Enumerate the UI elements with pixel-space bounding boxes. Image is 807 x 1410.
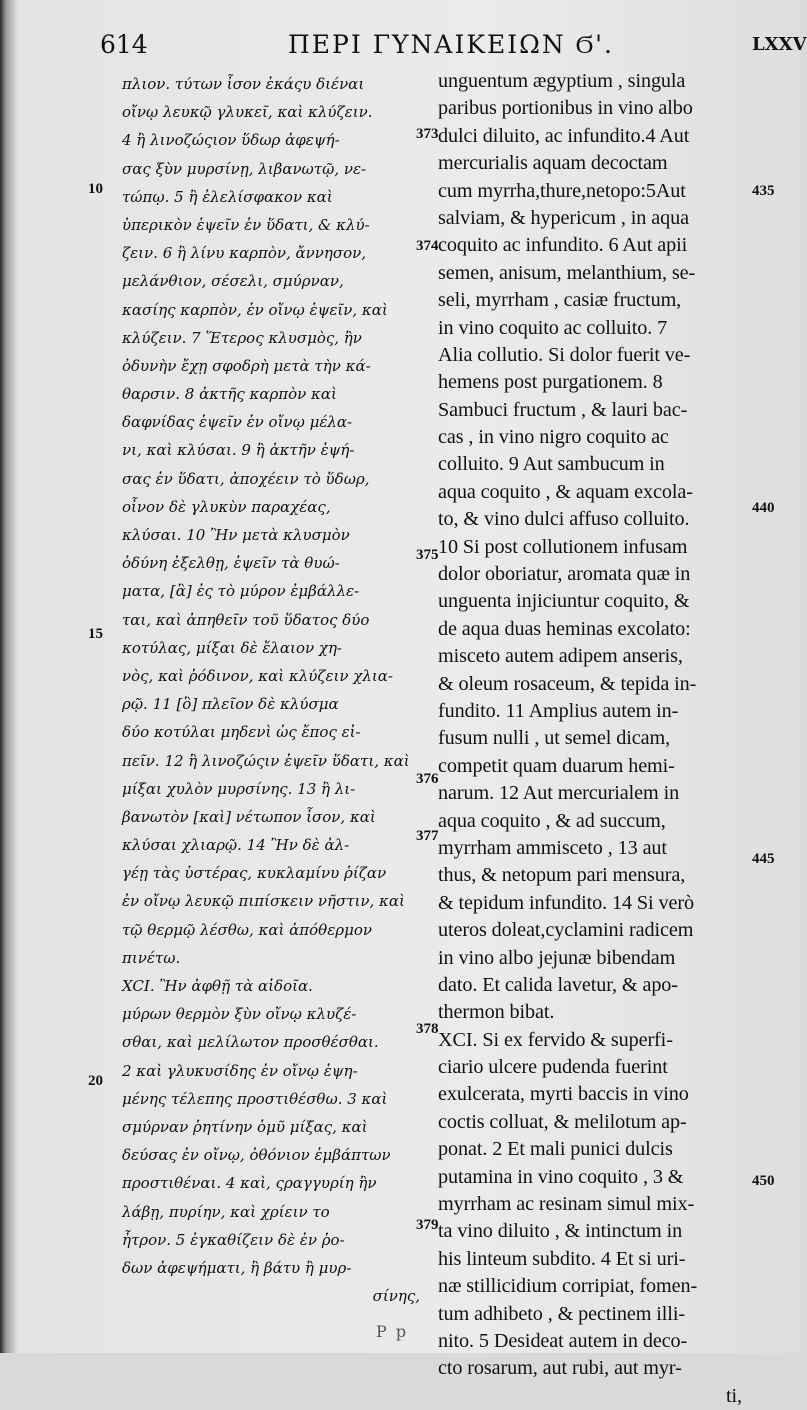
latin-text-line: Sambuci fructum , & lauri bac- (438, 398, 688, 421)
latin-text-line: nito. 5 Desideat autem in deco- (438, 1329, 688, 1352)
greek-text-line: ὀδύνη ἐξελθῃ, ἑψεῖν τὰ θυώ- (122, 554, 340, 573)
latin-text-line: thus, & netopum pari mensura, (438, 864, 686, 887)
latin-text-line: unguenta injiciuntur coquito, & (438, 590, 690, 613)
latin-text-line: fusum nulli , ut semel dicam, (438, 727, 671, 750)
latin-text-line: paribus portionibus in vino albo (438, 97, 693, 120)
latin-text-line: de aqua duas heminas excolato: (438, 617, 691, 640)
greek-text-line: σμύρναν ῥητίνην ὁμῦ μίξας, καὶ (122, 1117, 368, 1136)
latin-text-line: myrrham ammisceto , 13 aut (438, 836, 667, 859)
greek-text-line: βανωτὸν [καὶ] νέτωπον ἶσον, καὶ (122, 807, 376, 826)
greek-text-line: 2 καὶ γλυκυσίδης ἐν οἴνῳ ἑψη- (122, 1061, 358, 1080)
latin-text-column (438, 68, 750, 1410)
greek-text-line: κοτύλας, μίξαι δὲ ἔλαιον χη- (122, 638, 343, 657)
greek-text-line: προστιθέναι. 4 καὶ, ςραγγυρίη ἢν (122, 1174, 377, 1193)
greek-text-line: τώπῳ. 5 ἢ ἐλελίσφακον καὶ (122, 187, 333, 206)
greek-text-line: ται, καὶ ἀπηθεῖν τοῦ ὕδατος δύο (122, 610, 370, 629)
latin-text-line: unguentum ægyptium , singula (438, 70, 686, 92)
greek-text-line: ἐν οἴνῳ λευκῷ πιπίσκειν νῆστιν, καὶ (122, 892, 405, 911)
reference-number: 375 (416, 547, 439, 563)
greek-text-line: νὸς, καὶ ῥόδινον, καὶ κλύζειν χλια- (122, 666, 393, 685)
latin-text-line: cas , in vino nigro coquito ac (438, 426, 669, 449)
footer-signature: P p (376, 1322, 409, 1341)
signature-mark: LXXV (752, 34, 807, 55)
latin-text-line: thermon bibat. (438, 1001, 555, 1024)
latin-text-line: putamina in vino coquito , 3 & (438, 1165, 684, 1188)
reference-number-right: 440 (752, 500, 775, 516)
greek-text-line: μελάνθιον, σέσελι, σμύρναν, (122, 272, 344, 291)
latin-text-line: aqua coquito , & aquam excola- (438, 480, 693, 503)
latin-text-line: salviam, & hypericum , in aqua (438, 206, 689, 229)
greek-text-line: οἶνον δὲ γλυκὺν παραχέας, (122, 497, 331, 516)
latin-text-line: cum myrrha,thure,netopo:5Aut (438, 179, 686, 202)
greek-text-column (122, 70, 440, 1310)
reference-number: 378 (416, 1021, 439, 1037)
greek-text-line: ματα, [ἃ] ἐς τὸ μύρον ἐμβάλλε- (122, 582, 360, 601)
latin-text-line: fundito. 11 Amplius autem in- (438, 699, 679, 722)
reference-number-right: 445 (752, 851, 775, 867)
reference-number: 377 (416, 828, 439, 844)
greek-text-line: κλύζειν. 7 Ἕτερος κλυσμὸς, ἢν (122, 328, 362, 347)
greek-text-line: δεύσας ἐν οἴνῳ, ὀθόνιον ἐμβάπτων (122, 1146, 391, 1165)
greek-text-line: ὀδυνὴν ἔχῃ σφοδρὴ μετὰ τὴν κά- (122, 356, 371, 375)
reference-number: 373 (416, 126, 439, 142)
greek-text-line: ἦτρον. 5 ἐγκαθίζειν δὲ ἐν ῥο- (122, 1230, 345, 1249)
greek-text-line: XCI. Ἢν ἀφθῇ τὰ αἰδοῖα. (122, 977, 313, 995)
latin-text-line: dulci diluito, ac infundito.4 Aut (438, 124, 690, 147)
line-number-left: 15 (88, 626, 103, 642)
latin-text-line: in vino albo jejunæ bibendam (438, 946, 676, 969)
latin-text-line: & oleum rosaceum, & tepida in- (438, 672, 697, 695)
latin-text-line: 10 Si post collutionem infusam (438, 535, 688, 558)
page-header (0, 30, 807, 64)
greek-text-line: πλιον. τύτων ἶσον ἑκάςυ διέναι (122, 75, 365, 93)
latin-text-line: dato. Et calida lavetur, & apo- (438, 973, 678, 996)
greek-text-line: ρῷ. 11 [ὃ] πλεῖον δὲ κλύσμα (122, 695, 339, 714)
latin-text-line: næ stillicidium corripiat, fomen- (438, 1275, 698, 1298)
greek-text-line: σίνης, (372, 1287, 420, 1306)
latin-text-line: competit quam duarum hemi- (438, 754, 675, 777)
latin-text-line: XCI. Si ex fervido & superfi- (438, 1028, 673, 1051)
greek-text-line: τῷ θερμῷ λέσθω, καὶ ἀπόθερμον (122, 920, 372, 939)
greek-text-line: λάβῃ, πυρίην, καὶ χρίειν το (122, 1202, 330, 1221)
greek-text-line: κλύσαι χλιαρῷ. 14 Ἢν δὲ ἀλ- (122, 836, 350, 855)
greek-text-line: θαρσιν. 8 ἀκτῆς καρπὸν καὶ (122, 385, 337, 404)
latin-text-line: semen, anisum, melanthium, se- (438, 261, 696, 284)
greek-text-line: οἴνῳ λευκῷ γλυκεῖ, καὶ κλύζειν. (122, 103, 373, 122)
latin-text-line: hemens post purgationem. 8 (438, 371, 663, 394)
greek-text-line: δων ἀφεψήματι, ἢ βάτυ ἢ μυρ- (122, 1258, 352, 1277)
reference-number: 374 (416, 238, 439, 254)
reference-number-right: 435 (752, 183, 775, 199)
line-number-left: 10 (88, 181, 103, 197)
greek-text-line: πινέτω. (122, 948, 181, 967)
latin-text-line: misceto autem adipem anseris, (438, 645, 683, 668)
latin-text-line: myrrham ac resinam simul mix- (438, 1193, 695, 1216)
latin-text-line: ciario ulcere pudenda fuerint (438, 1056, 668, 1079)
greek-text-line: ζειν. 6 ἢ λίνυ καρπὸν, ἄννησον, (122, 244, 367, 263)
latin-text-line: to, & vino dulci affuso colluito. (438, 508, 690, 531)
greek-text-line: γέῃ τὰς ὑστέρας, κυκλαμίνυ ῥίζαν (122, 864, 387, 883)
latin-text-line: tum adhibeto , & pectinem illi- (438, 1302, 685, 1325)
latin-text-line: uteros doleat,cyclamini radicem (438, 919, 694, 942)
greek-text-line: σας ξὺν μυρσίνῃ, λιβανωτῷ, νε- (122, 159, 367, 178)
greek-text-line: σας ἐν ὕδατι, ἀποχέειν τὸ ὕδωρ, (122, 469, 370, 488)
page-footer (0, 1322, 800, 1346)
latin-text-line: narum. 12 Aut mercurialem in (438, 782, 680, 805)
greek-text-line: μένης τέλεπης προστιθέσθω. 3 καὶ (122, 1089, 388, 1108)
greek-text-line: δαφνίδας ἑψεῖν ἐν οἴνῳ μέλα- (122, 413, 353, 432)
latin-text-line: colluito. 9 Aut sambucum in (438, 453, 665, 476)
greek-text-line: 4 ἢ λινοζώςιον ὕδωρ ἀφεψή- (122, 131, 340, 150)
running-title: ΠΕΡΙ ΓΥΝΑΙΚΕΙΩΝ Ϭ'. (288, 30, 615, 59)
greek-text-line: νι, καὶ κλύσαι. 9 ἢ ἀκτῆν ἑψή- (122, 441, 355, 460)
latin-text-line: exulcerata, myrti baccis in vino (438, 1083, 689, 1106)
latin-text-line: in vino coquito ac colluito. 7 (438, 316, 668, 339)
latin-text-line: mercurialis aquam decoctam (438, 152, 668, 175)
reference-number: 376 (416, 771, 439, 787)
greek-text-line: ὑπερικὸν ἑψεῖν ἐν ὕδατι, & κλύ- (122, 215, 370, 234)
latin-text-line: aqua coquito , & ad succum, (438, 809, 666, 832)
latin-text-line: cto rosarum, aut rubi, aut myr- (438, 1357, 682, 1380)
latin-text-line: coquito ac infundito. 6 Aut apii (438, 234, 688, 257)
latin-text-line: ta vino diluito , & intinctum in (438, 1220, 683, 1243)
latin-text-line: Alia collutio. Si dolor fuerit ve- (438, 343, 691, 366)
latin-text-line: dolor oboriatur, aromata quæ in (438, 563, 691, 586)
greek-text-line: πεῖν. 12 ἢ λινοζώςιν ἑψεῖν ὕδατι, καὶ (122, 751, 410, 770)
reference-number: 379 (416, 1217, 439, 1233)
page-number: 614 (100, 30, 148, 59)
latin-text-line: seli, myrrham , casiæ fructum, (438, 289, 682, 312)
greek-text-line: σθαι, καὶ μελίλωτον προσθέσθαι. (122, 1033, 379, 1052)
greek-text-line: δύο κοτύλαι μηδενὶ ὡς ἔπος εἰ- (122, 723, 361, 742)
line-number-left: 20 (88, 1073, 103, 1089)
greek-text-line: κλύσαι. 10 Ἢν μετὰ κλυσμὸν (122, 526, 350, 544)
greek-text-line: κασίης καρπὸν, ἐν οἴνῳ ἑψεῖν, καὶ (122, 300, 388, 319)
latin-text-line: & tepidum infundito. 14 Si verò (438, 891, 694, 914)
greek-text-line: μίξαι χυλὸν μυρσίνης. 13 ἢ λι- (122, 779, 356, 798)
reference-number-right: 450 (752, 1173, 775, 1189)
latin-text-line: ponat. 2 Et mali punici dulcis (438, 1138, 673, 1161)
greek-text-line: μύρων θερμὸν ξὺν οἴνῳ κλυζέ- (122, 1005, 357, 1024)
latin-text-line: ti, (726, 1384, 742, 1407)
latin-text-line: coctis colluat, & melilotum ap- (438, 1110, 687, 1133)
latin-text-line: his linteum subdito. 4 Et si uri- (438, 1247, 686, 1270)
